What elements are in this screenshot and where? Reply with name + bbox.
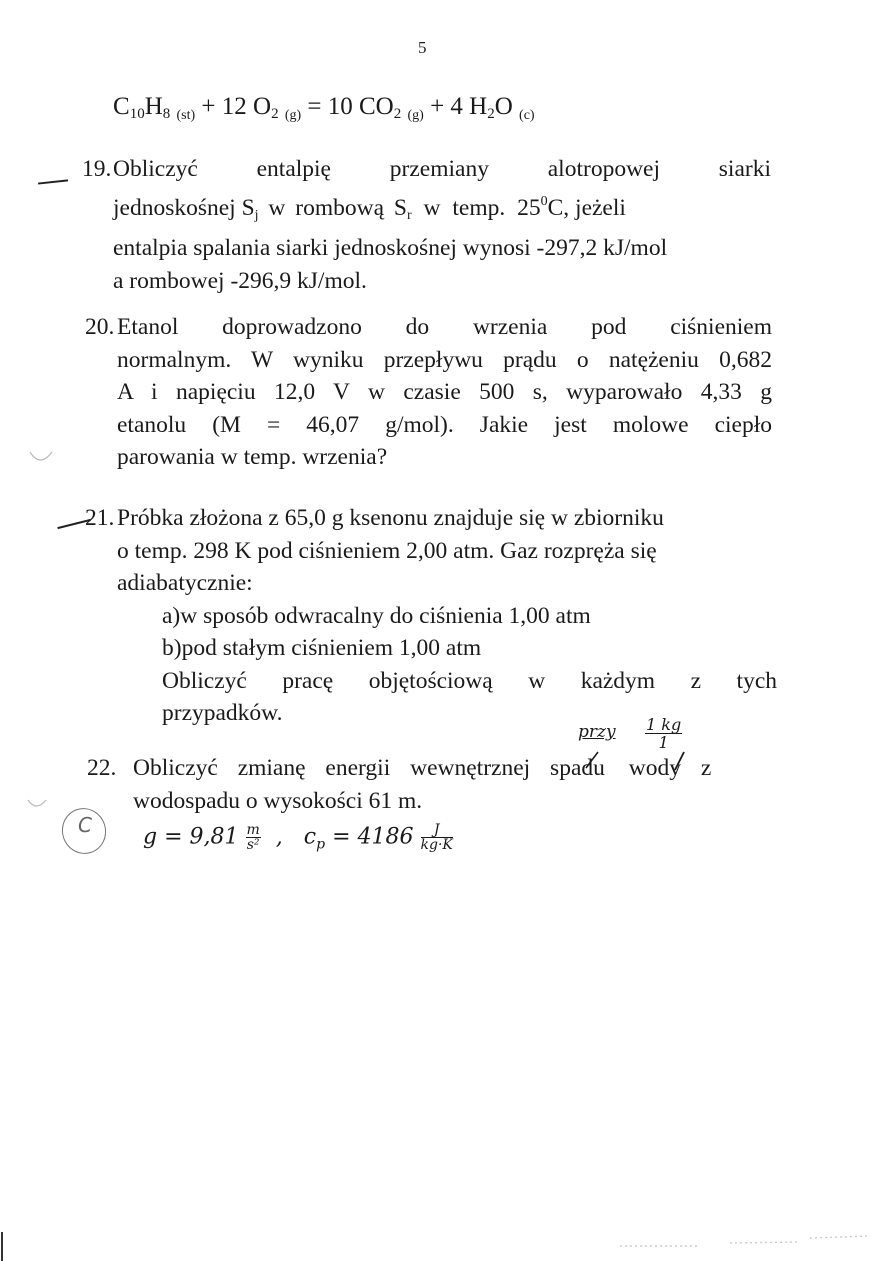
problem-20-line-4: etanolu (M = 46,07 g/mol). Jakie jest molowe ciepło [117, 411, 772, 438]
eq-co-sub: 2 [393, 106, 402, 122]
problem-21-item-b: b)pod stałym ciśnieniem 1,00 atm [162, 635, 482, 661]
eq-o: O [494, 93, 513, 120]
p19-l2-c: w temp. 25 [411, 194, 541, 221]
problem-20-line-2: normalnym. W wyniku przepływu prądu o natężeniu 0,682 [117, 346, 772, 373]
p22-l1-b: spadu [530, 755, 625, 781]
hw-g-label: g = 9,81 [143, 824, 239, 850]
problem-21-line-c1: Obliczyć pracę objętościową w każdym z tych [162, 667, 777, 694]
hw-g-den: s² [246, 837, 260, 853]
hw-cp-den: kg·K [420, 837, 453, 853]
problem-19-line-1: Obliczyć entalpię przemiany alotropowej siarki [113, 156, 771, 182]
problem-21-number: 21. [85, 505, 115, 531]
problem-21-line-3: adiabatycznie: [117, 570, 253, 596]
problem-22-number: 22. [87, 755, 117, 781]
hw-cp-label: c [303, 824, 317, 850]
problem-19-line-3: entalpia spalania siarki jednoskośnej wynosi -297,2 kJ/mol [113, 235, 668, 261]
p19-l2-sup: 0 [540, 193, 548, 209]
problem-19-line-4: a rombowej -296,9 kJ/mol. [113, 267, 367, 294]
scan-noise-bottom [620, 1236, 870, 1246]
problem-20-line-3: A i napięciu 12,0 V w czasie 500 s, wyparowało 4,33 g [117, 379, 772, 405]
hw-cp-sub: p [316, 836, 326, 853]
problem-19-number: 19. [82, 156, 112, 182]
hw-sep: , [275, 824, 283, 850]
scan-margin-mark-1 [30, 452, 52, 460]
eq-c-sub: 10 [129, 106, 145, 122]
p19-l2-b: w rombową S [258, 194, 407, 221]
eq-c: C [113, 93, 130, 120]
eq-plus-2: + 4 H [423, 93, 488, 120]
p19-l2-d: C, jeżeli [547, 194, 626, 221]
eq-phase-1: (st) [176, 108, 196, 123]
problem-21-line-c2: przypadków. [162, 700, 283, 726]
eq-phase-3: (g) [407, 108, 424, 123]
p22-l1-c: wody z [628, 755, 712, 781]
eq-plus-1: + 12 O [195, 93, 272, 120]
problem-22-line-2: wodospadu o wysokości 61 m. [133, 787, 423, 814]
strike-arrow-2 [675, 752, 684, 770]
eq-phase-2: (g) [284, 108, 302, 123]
p19-l2-a: jednoskośnej S [113, 194, 255, 221]
hw-cp-num: J [421, 823, 453, 838]
handwritten-1kg-num: 1 kg [646, 715, 682, 734]
p19-l2-sub-r: r [406, 207, 412, 223]
eq-phase-4: (c) [519, 108, 535, 123]
problem-20-line-5: parowania w temp. wrzenia? [117, 444, 388, 470]
problem-21-line-1: Próbka złożona z 65,0 g ksenonu znajduje się w zbiorniku [117, 505, 664, 531]
hw-g-num: m [246, 822, 260, 838]
eq-equals: = 10 CO [301, 93, 394, 120]
problem-21-line-2: o temp. 298 K pod ciśnieniem 2,00 atm. Gaz rozpręża się [117, 537, 657, 564]
scan-margin-mark-2 [28, 800, 46, 806]
eq-o-sub: 2 [271, 106, 279, 122]
circled-letter: C [78, 813, 92, 837]
eq-h: H [144, 93, 163, 120]
eq-h2-sub: 2 [487, 106, 495, 122]
p22-l1-a: Obliczyć zmianę energii wewnętrznej [133, 755, 531, 781]
eq-h-sub: 8 [162, 106, 171, 122]
problem-20-line-1: Etanol doprowadzono do wrzenia pod ciśnieniem [117, 314, 772, 340]
problem-20-number: 20. [85, 314, 115, 340]
handwritten-przy: przy [578, 722, 616, 742]
problem-21-item-a: a)w sposób odwracalny do ciśnienia 1,00 atm [162, 602, 591, 629]
page-number: 5 [418, 38, 427, 57]
hw-cp-value: = 4186 [332, 824, 414, 850]
strike-arrow-1 [586, 752, 598, 768]
p19-l2-sub-j: j [254, 207, 259, 223]
handwritten-1kg-den: 1 [658, 733, 669, 752]
